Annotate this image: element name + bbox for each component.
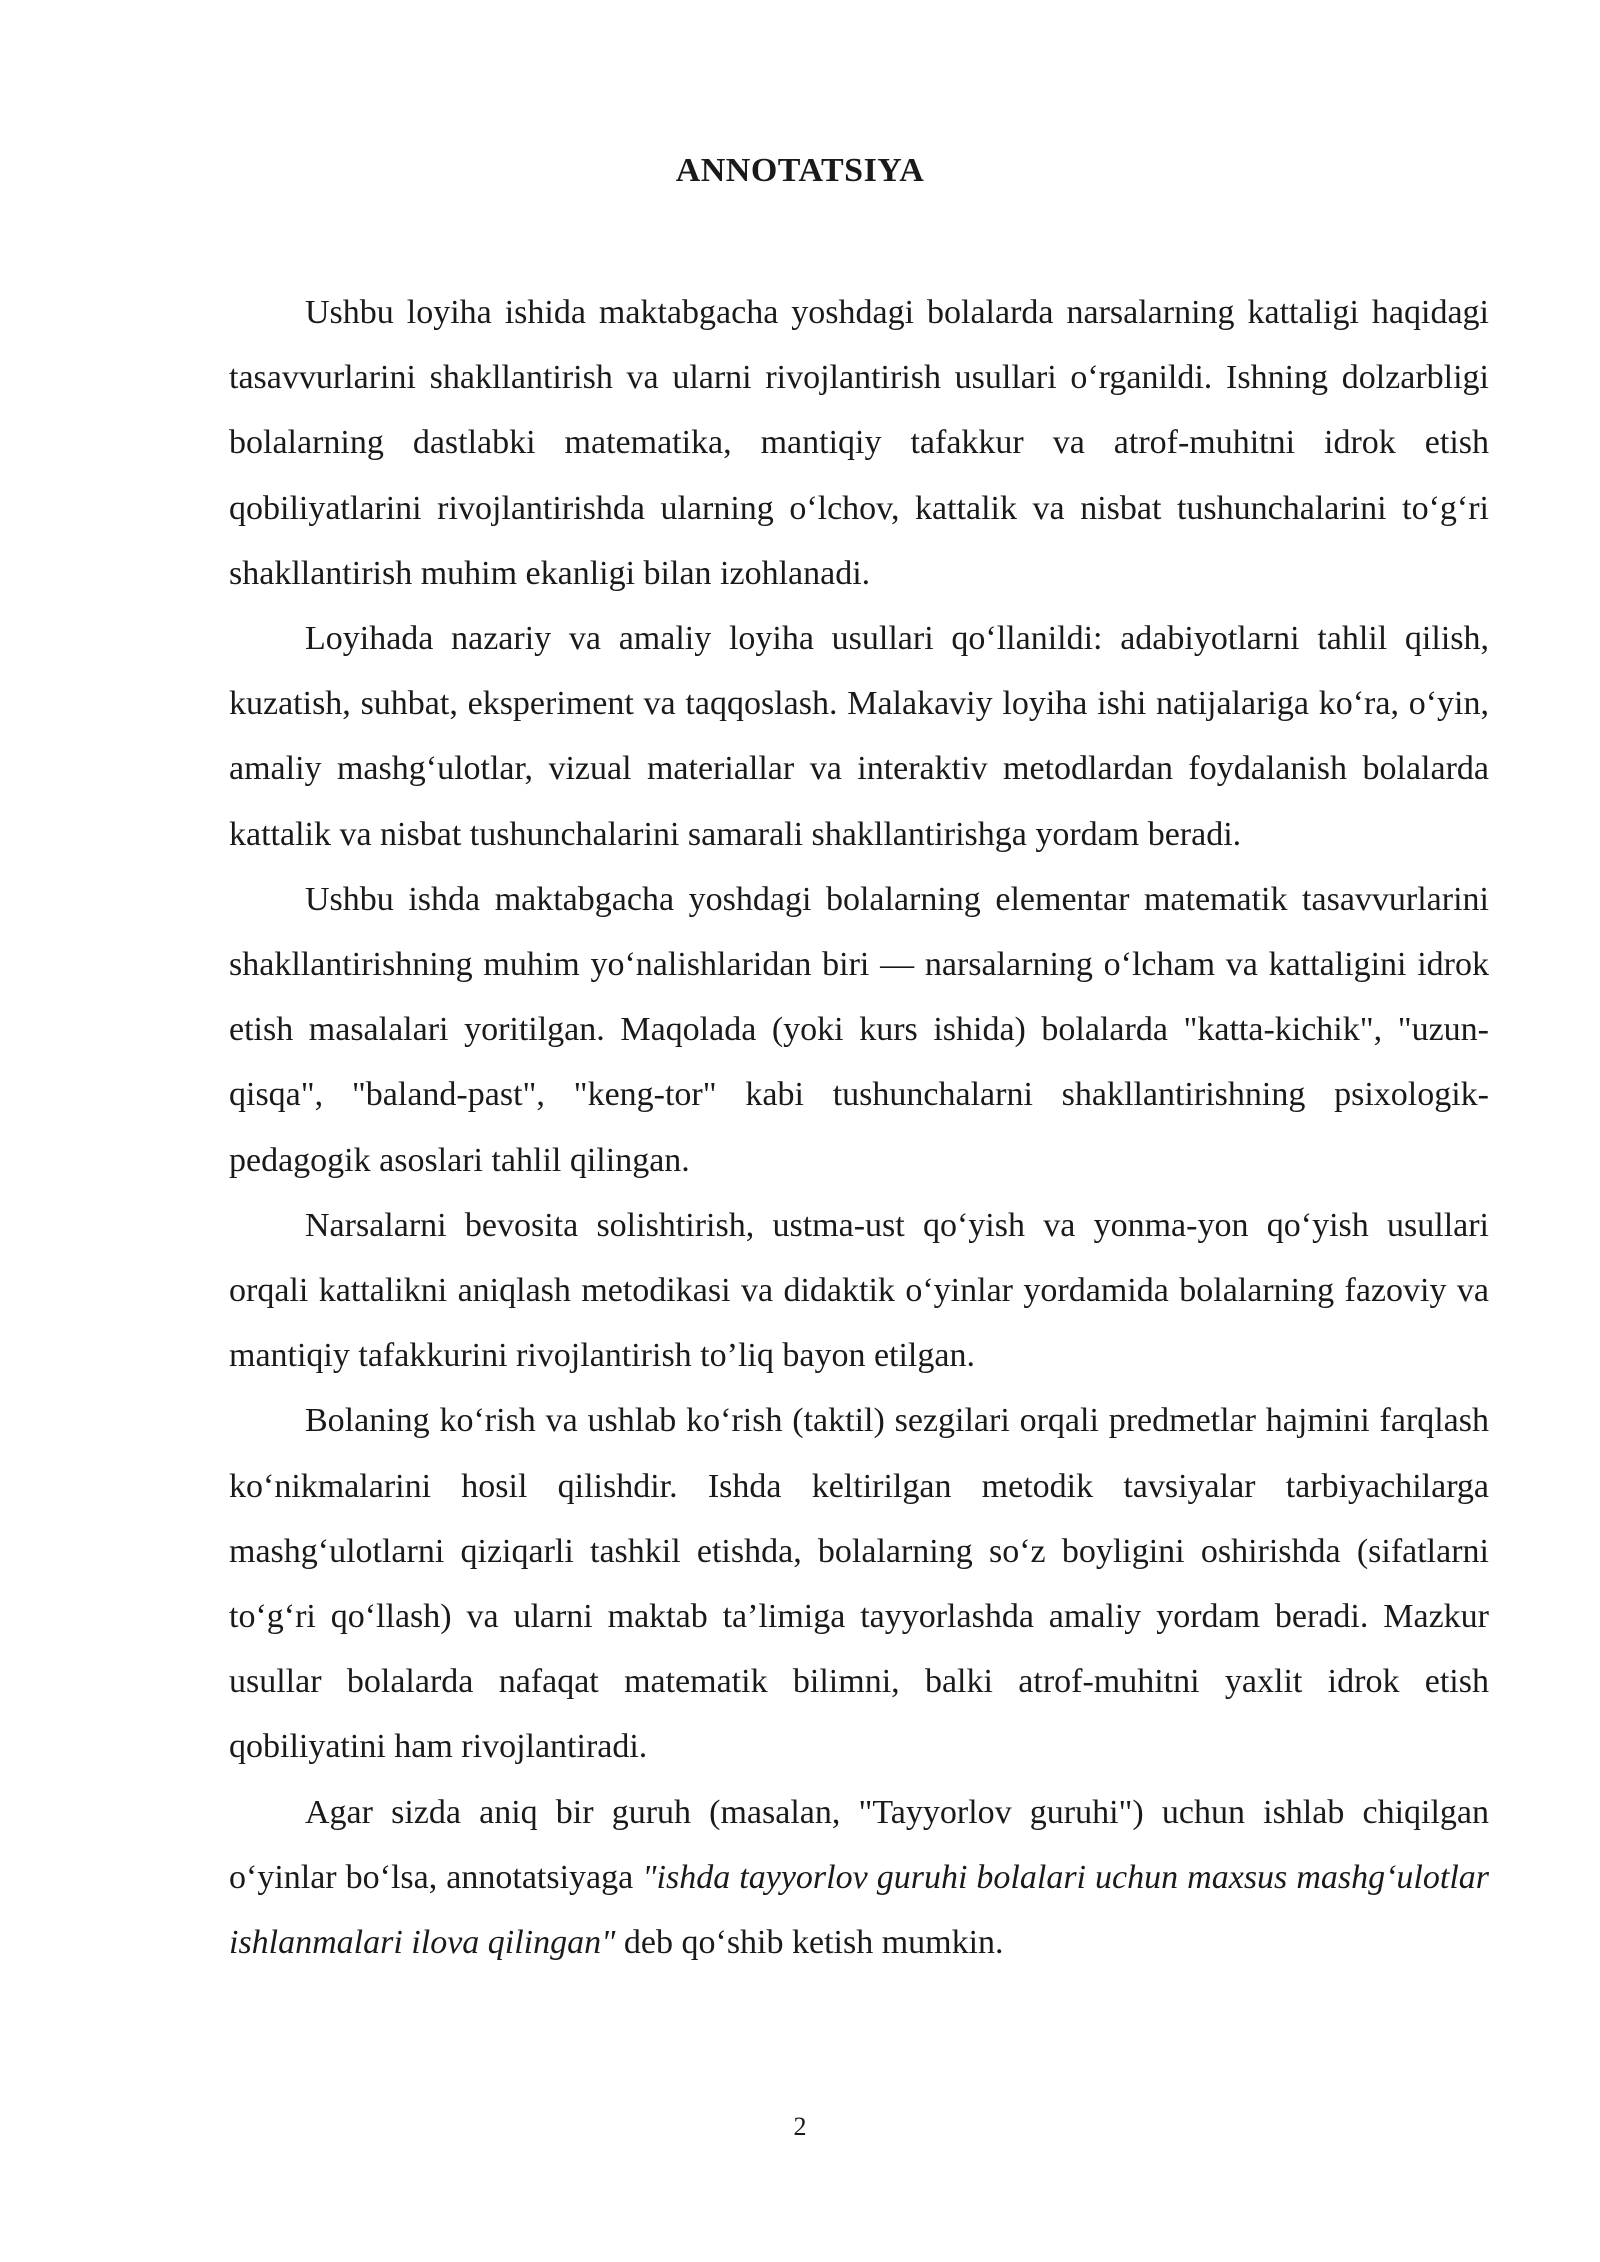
paragraph-5: Bolaning ko‘rish va ushlab ko‘rish (taktil) sezgilari orqali predmetlar hajmini farqlash ko‘nikmalarini hosil qilishdir. Ishda keltirilgan metodik tavsiyalar tarbiyachilarga mashg‘ulotlarni qiziqarli tashkil etishda, bolalarning so‘z boyligini oshirishda (sifatlarni to‘g‘ri qo‘llash) va ularni maktab ta’limiga tayyorlashda amaliy yordam beradi. Mazkur usullar bolalarda nafaqat matematik bilimni, balki atrof-muhitni yaxlit idrok etish qobiliyatini ham rivojlantiradi.	[229, 1402, 1489, 1766]
paragraph-6-italic-quote: "ishda tayyorlov guruhi bolalari uchun maxsus mashg‘ulotlar ishlanmalari ilova qilingan"	[229, 1858, 1489, 1962]
paragraph-2: Loyihada nazariy va amaliy loyiha usullari qo‘llanildi: adabiyotlarni tahlil qilish, kuzatish, suhbat, eksperiment va taqqoslash. Malakaviy loyiha ishi natijalariga ko‘ra, o‘yin, amaliy mashg‘ulotlar, vizual materiallar va interaktiv metodlardan foydalanish bolalarda kattalik va nisbat tushunchalarini samarali shakllantirishga yordam beradi.	[229, 620, 1489, 853]
paragraph-4: Narsalarni bevosita solishtirish, ustma-ust qo‘yish va yonma-yon qo‘yish usullari orqali kattalikni aniqlash metodikasi va didaktik o‘yinlar yordamida bolalarning fazoviy va mantiqiy tafakkurini rivojlantirish to’liq bayon etilgan.	[229, 1206, 1489, 1375]
annotation-body	[229, 280, 1489, 1975]
paragraph-6-text-before: Agar sizda aniq bir guruh (masalan, "Tayyorlov guruhi") uchun ishlab chiqilgan o‘yinlar bo‘lsa, annotatsiyaga	[229, 1793, 1489, 1896]
page-number: 2	[793, 2112, 807, 2141]
document-title: ANNOTATSIYA	[675, 152, 925, 189]
paragraph-6	[229, 1780, 1489, 1976]
paragraph-6-text-after: deb qo‘shib ketish mumkin.	[615, 1924, 1004, 1962]
paragraph-3: Ushbu ishda maktabgacha yoshdagi bolalarning elementar matematik tasavvurlarini shakllantirishning muhim yo‘nalishlaridan biri — narsalarning o‘lcham va kattaligini idrok etish masalalari yoritilgan. Maqolada (yoki kurs ishida) bolalarda "katta-kichik", "uzun-qisqa", "baland-past", "keng-tor" kabi tushunchalarni shakllantirishning psixologik-pedagogik asoslari tahlil qilingan.	[229, 880, 1489, 1179]
paragraph-1: Ushbu loyiha ishida maktabgacha yoshdagi bolalarda narsalarning kattaligi haqidagi tasavvurlarini shakllantirish va ularni rivojlantirish usullari o‘rganildi. Ishning dolzarbligi bolalarning dastlabki matematika, mantiqiy tafakkur va atrof-muhitni idrok etish qobiliyatlarini rivojlantirishda ularning o‘lchov, kattalik va nisbat tushunchalarini to‘g‘ri shakllantirish muhim ekanligi bilan izohlanadi.	[229, 294, 1489, 592]
